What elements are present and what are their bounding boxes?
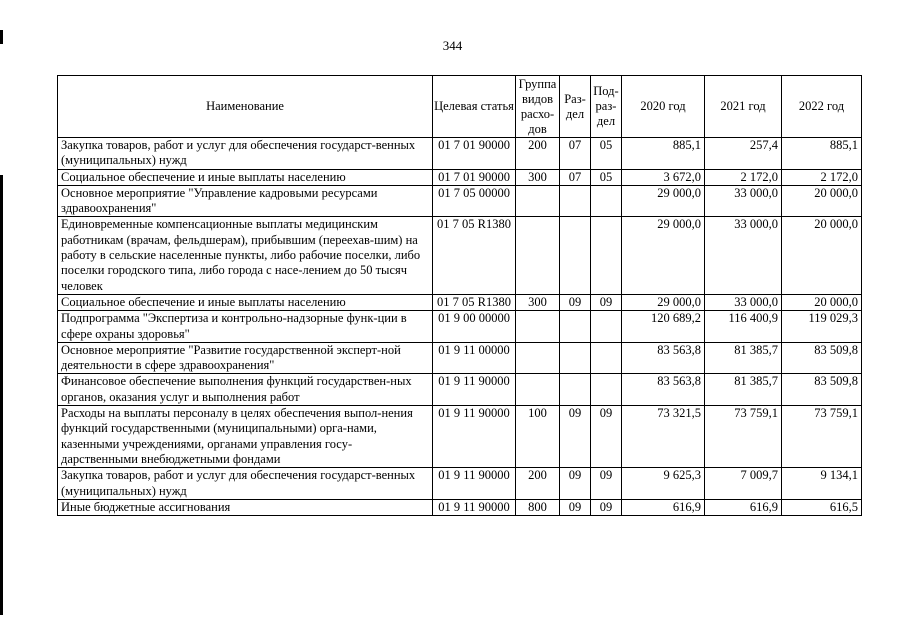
cell-section: 09 <box>560 406 591 468</box>
table-row <box>58 217 862 294</box>
table-row <box>58 185 862 217</box>
cell-y2021: 33 000,0 <box>705 217 782 294</box>
table-header-row <box>58 76 862 138</box>
cell-y2021: 616,9 <box>705 499 782 515</box>
cell-group: 300 <box>516 169 560 185</box>
cell-subsection <box>591 311 622 343</box>
cell-section <box>560 217 591 294</box>
cell-target: 01 9 11 90000 <box>433 406 516 468</box>
table-row <box>58 499 862 515</box>
cell-subsection <box>591 342 622 374</box>
cell-y2022: 885,1 <box>782 138 862 170</box>
cell-subsection: 05 <box>591 169 622 185</box>
page-number: 344 <box>442 38 463 53</box>
cell-group: 100 <box>516 406 560 468</box>
cell-group <box>516 374 560 406</box>
cell-y2021: 81 385,7 <box>705 374 782 406</box>
table-row <box>58 342 862 374</box>
cell-y2022: 83 509,8 <box>782 342 862 374</box>
cell-name: Социальное обеспечение и иные выплаты населению <box>58 169 433 185</box>
cell-y2020: 120 689,2 <box>622 311 705 343</box>
cell-name: Расходы на выплаты персоналу в целях обеспечения выпол-нения функций государственными (муниципальными) орга-нами, казенными учреждениями, органами управления госу-дарственными внебюджетными фондами <box>58 406 433 468</box>
cell-group <box>516 342 560 374</box>
header-2022: 2022 год <box>782 76 862 138</box>
table-row <box>58 311 862 343</box>
cell-target: 01 7 01 90000 <box>433 169 516 185</box>
cell-name: Закупка товаров, работ и услуг для обеспечения государст-венных (муниципальных) нужд <box>58 138 433 170</box>
table-row <box>58 138 862 170</box>
cell-y2020: 29 000,0 <box>622 217 705 294</box>
table-row <box>58 169 862 185</box>
cell-y2022: 20 000,0 <box>782 217 862 294</box>
cell-y2021: 116 400,9 <box>705 311 782 343</box>
cell-y2020: 885,1 <box>622 138 705 170</box>
cell-section <box>560 374 591 406</box>
cell-y2021: 33 000,0 <box>705 294 782 310</box>
cell-y2021: 2 172,0 <box>705 169 782 185</box>
cell-section: 07 <box>560 138 591 170</box>
cell-y2020: 29 000,0 <box>622 185 705 217</box>
cell-section <box>560 311 591 343</box>
table-body <box>58 138 862 516</box>
cell-name: Финансовое обеспечение выполнения функций государствен-ных органов, оказания услуг и выполнения работ <box>58 374 433 406</box>
cell-y2022: 2 172,0 <box>782 169 862 185</box>
cell-section <box>560 185 591 217</box>
cell-section: 09 <box>560 499 591 515</box>
header-group: Группа видов расхо-дов <box>516 76 560 138</box>
header-section: Раз-дел <box>560 76 591 138</box>
cell-name: Закупка товаров, работ и услуг для обеспечения государст-венных (муниципальных) нужд <box>58 468 433 500</box>
cell-y2022: 20 000,0 <box>782 294 862 310</box>
cell-group: 300 <box>516 294 560 310</box>
cell-y2022: 83 509,8 <box>782 374 862 406</box>
cell-y2022: 73 759,1 <box>782 406 862 468</box>
cell-y2021: 257,4 <box>705 138 782 170</box>
header-2021: 2021 год <box>705 76 782 138</box>
cell-section: 09 <box>560 468 591 500</box>
cell-y2020: 3 672,0 <box>622 169 705 185</box>
cell-group <box>516 185 560 217</box>
cell-subsection: 09 <box>591 468 622 500</box>
budget-table <box>57 75 862 516</box>
cell-section <box>560 342 591 374</box>
cell-target: 01 9 11 90000 <box>433 468 516 500</box>
cell-target: 01 9 11 00000 <box>433 342 516 374</box>
cell-target: 01 9 11 90000 <box>433 499 516 515</box>
cell-name: Подпрограмма "Экспертиза и контрольно-надзорные функ-ции в сфере охраны здоровья" <box>58 311 433 343</box>
cell-target: 01 7 01 90000 <box>433 138 516 170</box>
header-subsection: Под-раз-дел <box>591 76 622 138</box>
cell-group: 800 <box>516 499 560 515</box>
cell-y2021: 7 009,7 <box>705 468 782 500</box>
cell-target: 01 9 11 90000 <box>433 374 516 406</box>
cell-y2021: 33 000,0 <box>705 185 782 217</box>
table-row <box>58 374 862 406</box>
cell-target: 01 7 05 R1380 <box>433 294 516 310</box>
cell-subsection <box>591 185 622 217</box>
cell-y2021: 73 759,1 <box>705 406 782 468</box>
cell-section: 07 <box>560 169 591 185</box>
header-2020: 2020 год <box>622 76 705 138</box>
header-target: Целевая статья <box>433 76 516 138</box>
cell-group: 200 <box>516 138 560 170</box>
cell-group <box>516 311 560 343</box>
cell-name: Основное мероприятие "Управление кадровыми ресурсами здравоохранения" <box>58 185 433 217</box>
cell-subsection: 09 <box>591 499 622 515</box>
cell-name: Иные бюджетные ассигнования <box>58 499 433 515</box>
cell-y2022: 9 134,1 <box>782 468 862 500</box>
cell-y2022: 20 000,0 <box>782 185 862 217</box>
cell-y2021: 81 385,7 <box>705 342 782 374</box>
cell-group <box>516 217 560 294</box>
cell-y2020: 73 321,5 <box>622 406 705 468</box>
cell-subsection: 09 <box>591 294 622 310</box>
cell-name: Единовременные компенсационные выплаты медицинским работникам (врачам, фельдшерам), прибывшим (переехав-шим) на работу в сельские населенные пункты, либо рабочие поселки, либо поселки городского типа, либо города с насе-лением до 50 тысяч человек <box>58 217 433 294</box>
cell-y2020: 83 563,8 <box>622 374 705 406</box>
table-row <box>58 468 862 500</box>
cell-y2022: 119 029,3 <box>782 311 862 343</box>
cell-target: 01 7 05 R1380 <box>433 217 516 294</box>
cell-y2020: 9 625,3 <box>622 468 705 500</box>
cell-subsection <box>591 374 622 406</box>
scan-edge-line <box>0 175 3 615</box>
cell-y2020: 29 000,0 <box>622 294 705 310</box>
table-row <box>58 406 862 468</box>
cell-y2020: 616,9 <box>622 499 705 515</box>
cell-name: Основное мероприятие "Развитие государственной эксперт-ной деятельности в сфере здравоохранения" <box>58 342 433 374</box>
cell-y2020: 83 563,8 <box>622 342 705 374</box>
cell-subsection: 09 <box>591 406 622 468</box>
cell-group: 200 <box>516 468 560 500</box>
cell-subsection: 05 <box>591 138 622 170</box>
cell-y2022: 616,5 <box>782 499 862 515</box>
cell-section: 09 <box>560 294 591 310</box>
header-name: Наименование <box>58 76 433 138</box>
cell-target: 01 9 00 00000 <box>433 311 516 343</box>
cell-name: Социальное обеспечение и иные выплаты населению <box>58 294 433 310</box>
cell-target: 01 7 05 00000 <box>433 185 516 217</box>
table-row <box>58 294 862 310</box>
cell-subsection <box>591 217 622 294</box>
